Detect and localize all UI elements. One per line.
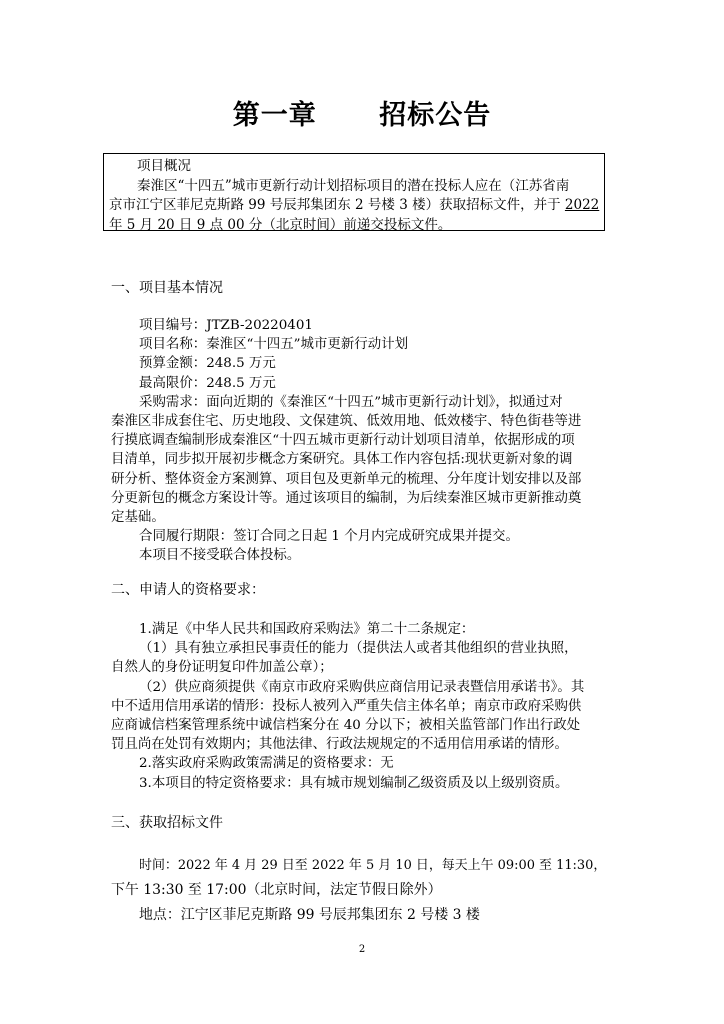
qualification-item-1-2: （2）供应商须提供《南京市政府采购供应商信用记录表暨信用承诺书》。其 [139, 679, 585, 695]
qualification-item-1-2: 中不适用信用承诺的情形：投标人被列入严重失信主体名单；南京市政府采购供 [111, 698, 582, 714]
overview-line-3 [109, 216, 600, 236]
qualification-item-1-1: 自然人的身份证明复印件加盖公章）； [111, 660, 333, 676]
budget-amount: 预算金额：248.5 万元 [139, 356, 276, 372]
overview-line-1: 秦淮区“十四五”城市更新行动计划招标项目的潜在投标人应在（江苏省南 [137, 177, 570, 194]
contract-period: 合同履行期限：签订合同之日起 1 个月内完成研究成果并提交。 [139, 529, 519, 545]
project-name: 项目名称：秦淮区“十四五”城市更新行动计划 [139, 337, 409, 353]
deadline-date: 年 5 月 20 日 9 点 00 分 [109, 216, 263, 233]
project-overview-box [103, 153, 605, 231]
section-3-body [111, 853, 609, 928]
section-2-heading: 二、申请人的资格要求： [111, 582, 265, 598]
section-3-heading: 三、获取招标文件 [111, 815, 223, 831]
demand-line: 行摸底调查编制形成秦淮区“十四五城市更新行动计划项目清单，依据形成的项 [111, 433, 575, 449]
overview-heading: 项目概况 [137, 158, 191, 174]
qualification-item-3: 3.本项目的特定资格要求：具有城市规划编制乙级资质及以上级别资质。 [139, 775, 569, 791]
demand-line: 定基础。 [111, 510, 165, 526]
qualification-item-1-2: 罚且尚在处罚有效期内；其他法律、行政法规规定的不适用信用承诺的情形。 [111, 737, 568, 753]
max-price: 最高限价：248.5 万元 [139, 375, 276, 391]
demand-line: 研分析、整体资金方案测算、项目包及更新单元的梳理、分年度计划安排以及部 [111, 471, 582, 487]
demand-line: 分更新包的概念方案设计等。通过该项目的编制，为后续秦淮区城市更新推动奠 [111, 490, 582, 506]
qualification-item-2: 2.落实政府采购政策需满足的资格要求：无 [139, 756, 394, 772]
qualification-item-1-1: （1）具有独立承担民事责任的能力（提供法人或者其他组织的营业执照， [139, 641, 578, 657]
section-1-body [111, 316, 609, 566]
demand-line: 目清单，同步拟开展初步概念方案研究。具体工作内容包括:现状更新对象的调 [111, 452, 573, 468]
qualification-item-1-2: 应商诚信档案管理系统中诚信档案分在 40 分以下；被相关监管部门作出行政处 [111, 718, 581, 734]
acquisition-time-line-1: 时间：2022 年 4 月 29 日至 2022 年 5 月 10 日，每天上午 09:00 至 11:30， [139, 858, 607, 873]
section-2-body [111, 620, 609, 793]
acquisition-place: 地点：江宁区菲尼克斯路 99 号辰邦集团东 2 号楼 3 楼 [139, 907, 480, 923]
overview-line-2-text: 京市江宁区菲尼克斯路 99 号辰邦集团东 2 号楼 3 楼）获取招标文件，并于 [109, 197, 565, 213]
demand-line: 采购需求：面向近期的《秦淮区“十四五”城市更新行动计划》，拟通过对 [139, 394, 563, 410]
overview-line-3-text: （北京时间）前递交投标文件。 [262, 216, 452, 233]
section-1-heading: 一、项目基本情况 [111, 280, 223, 296]
chapter-title: 第一章 招标公告 [232, 100, 492, 131]
acquisition-time-line-2: 下午 13:30 至 17:00（北京时间，法定节假日除外） [111, 882, 442, 898]
joint-bid-note: 本项目不接受联合体投标。 [139, 548, 301, 564]
qualification-item-1: 1.满足《中华人民共和国政府采购法》第二十二条规定： [139, 622, 475, 637]
demand-line: 秦淮区非成套住宅、历史地段、文保建筑、低效用地、低效楼宇、特色街巷等进 [111, 414, 582, 430]
page-number: 2 [358, 944, 366, 955]
overview-line-2 [109, 196, 600, 216]
project-number: 项目编号：JTZB-20220401 [139, 318, 313, 333]
deadline-year: 2022 [564, 197, 600, 213]
